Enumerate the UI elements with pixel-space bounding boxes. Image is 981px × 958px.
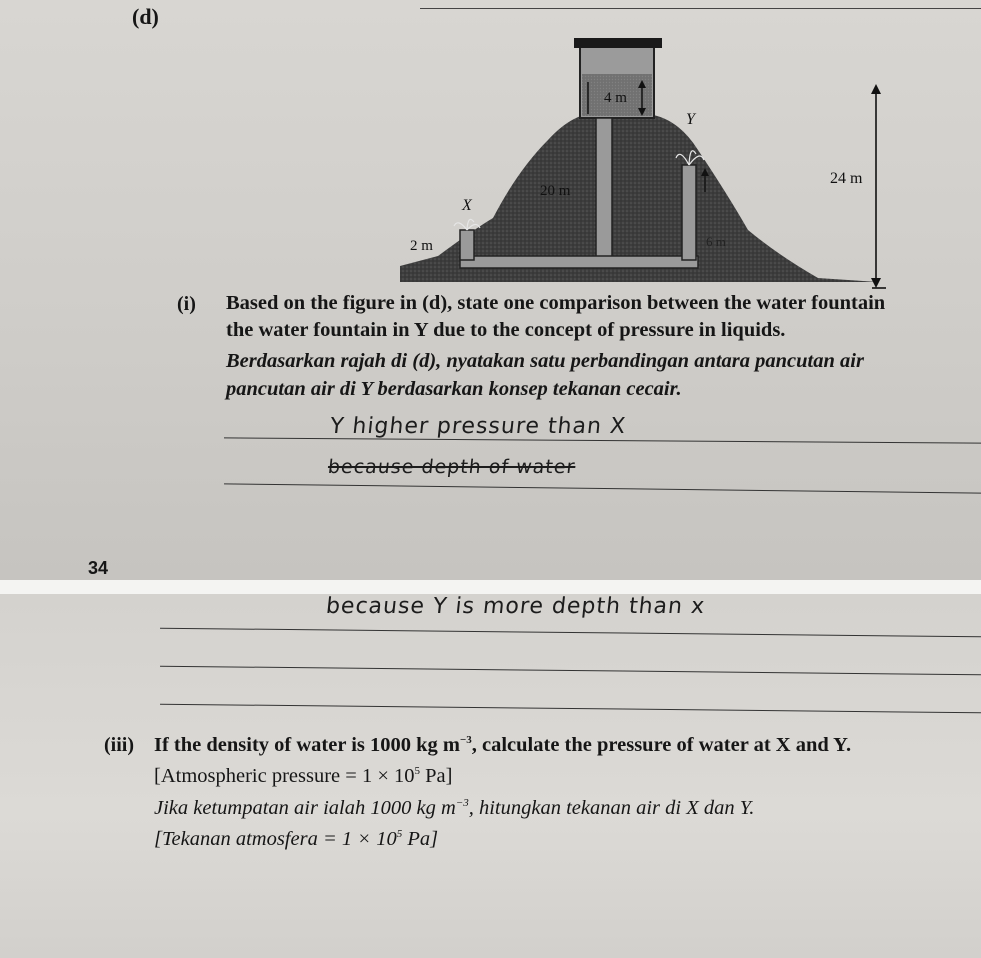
question-iii-malay2-exp: 5 (396, 828, 403, 841)
question-i-malay1-pre: Berdasarkan rajah di (d), nyatakan (226, 350, 531, 372)
handwritten-answer-i-1: Y higher pressure than X (328, 414, 628, 439)
question-iii-malay1 (154, 797, 754, 820)
tank-lid (574, 38, 662, 48)
handwritten-answer-i-2: because depth of water (326, 456, 577, 478)
part-label: (d) (132, 4, 159, 29)
question-iii-malay2-pre: [Tekanan atmosfera = 1 × 10 (154, 828, 397, 850)
question-i-malay2: pancutan air di Y berdasarkan konsep tekanan cecair. (226, 378, 682, 400)
page-number: 34 (88, 558, 109, 578)
fountain-x-spray (454, 219, 480, 230)
pipe-to-x (460, 230, 474, 260)
label-20m: 20 m (540, 183, 571, 199)
question-iii-number: (iii) (104, 734, 134, 756)
question-iii-line2-exp: 5 (414, 765, 421, 778)
question-iii-line1-post: , calculate the pressure of water at X and Y. (471, 734, 852, 756)
question-iii-malay1-exp: −3 (455, 797, 469, 810)
question-iii-malay2 (154, 828, 438, 851)
question-iii-malay1-pre: Jika ketumpatan air ialah 1000 kg m (154, 797, 456, 819)
question-i-line1-pre: Based on the figure in (d), state (226, 292, 504, 314)
label-x-figure: X (462, 197, 472, 214)
page-edge-line (420, 8, 981, 9)
question-i-malay1-post: perbandingan antara pancutan air (565, 350, 864, 372)
bottom-sheet (0, 594, 981, 958)
label-6m: 6 m (706, 234, 726, 249)
label-2m: 2 m (410, 238, 433, 254)
label-4m: 4 m (604, 90, 627, 106)
label-24m: 24 m (830, 170, 863, 187)
handwritten-answer-ii: because Y is more depth than x (324, 594, 707, 619)
question-i-line2: the water fountain in Y due to the concept of pressure in liquids. (226, 319, 786, 341)
question-iii-line2 (154, 765, 452, 788)
bottom-pipe (460, 256, 698, 268)
question-i-malay1 (226, 350, 864, 373)
question-i-line1-bold: one (503, 292, 535, 314)
question-i-malay1-bold: satu (530, 350, 566, 372)
question-i-line1-post: comparison between the water fountain (534, 292, 886, 314)
question-iii-line1 (154, 734, 851, 757)
question-i-line1 (226, 292, 885, 315)
label-y-figure: Y (686, 111, 695, 128)
question-i-number: (i) (177, 293, 196, 315)
pipe-to-y (682, 165, 696, 260)
question-iii-malay1-post: , hitungkan tekanan air di X dan Y. (468, 797, 755, 819)
fountain-figure (398, 30, 898, 292)
sheet-gap (0, 580, 981, 594)
question-iii-line1-pre: If the density of water is 1000 kg m (154, 734, 460, 756)
question-iii-malay2-post: Pa] (402, 828, 439, 850)
question-iii-line2-post: Pa] (420, 765, 453, 787)
question-iii-line2-pre: [Atmospheric pressure = 1 × 10 (154, 765, 415, 787)
question-iii-line1-exp: −3 (459, 734, 472, 747)
main-pipe (596, 118, 612, 264)
